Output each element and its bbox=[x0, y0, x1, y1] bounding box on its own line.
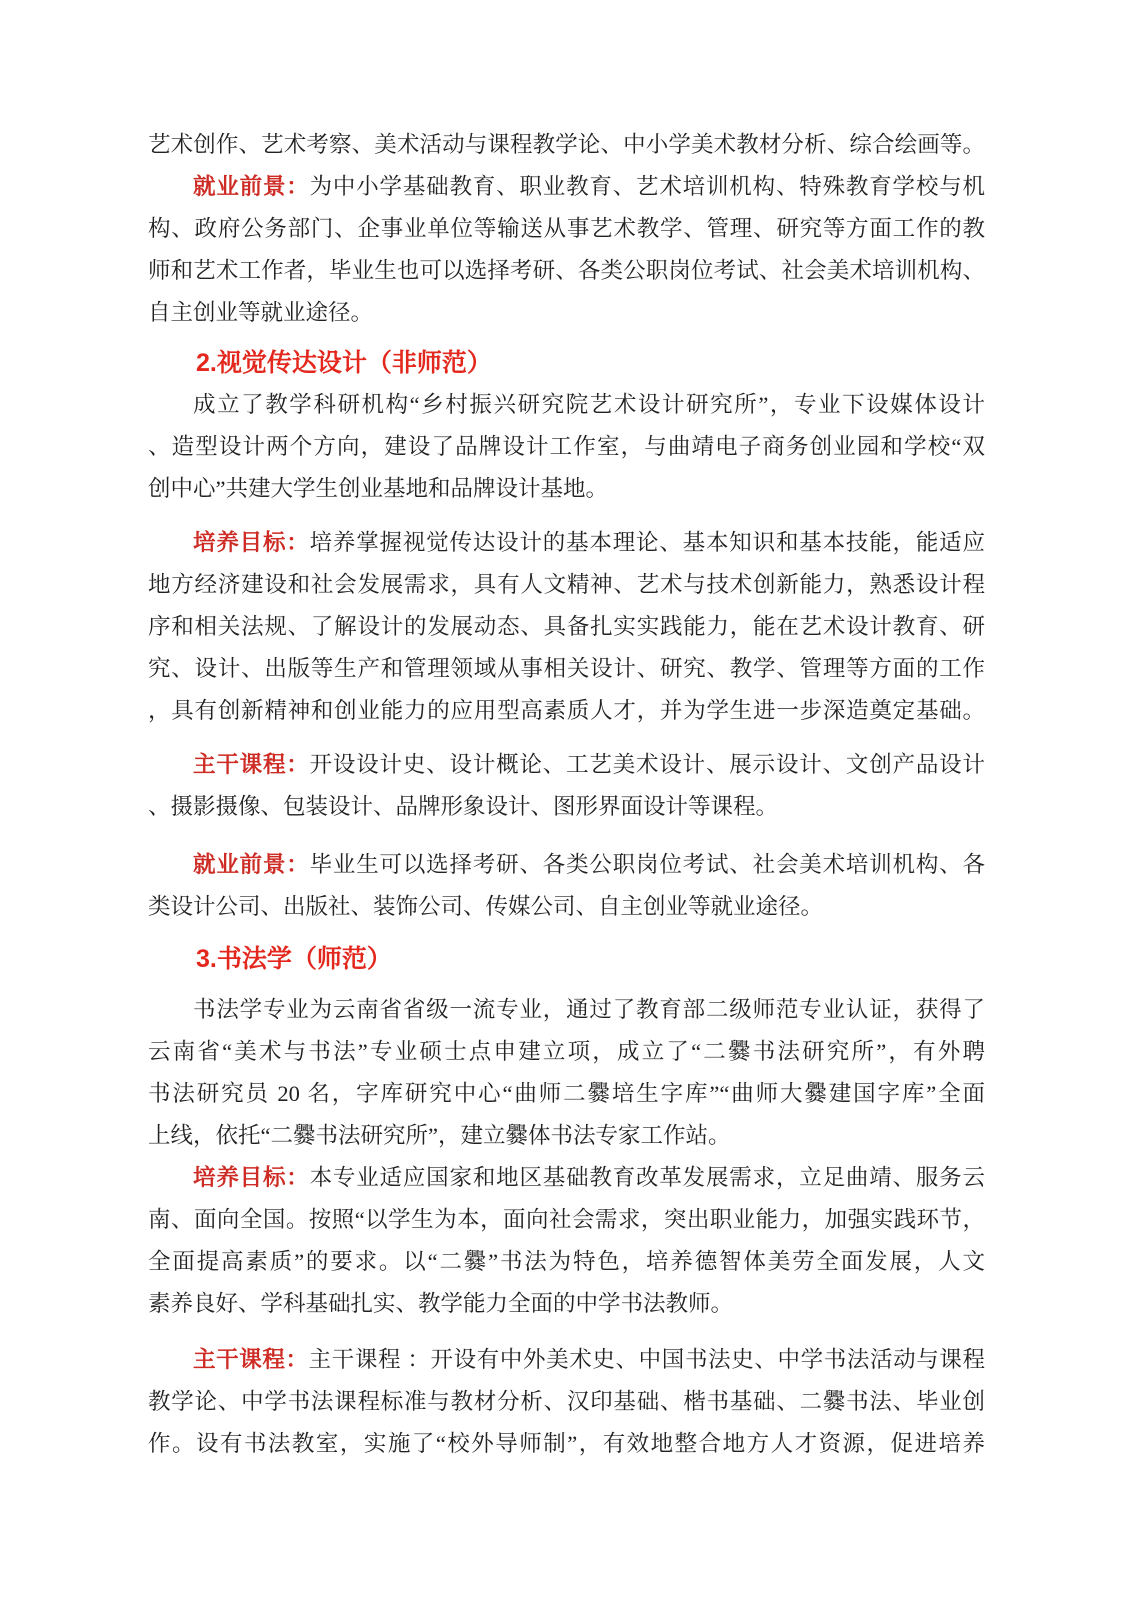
section-heading-visual-design: 2.视觉传达设计（非师范） bbox=[196, 349, 492, 377]
body-line bbox=[148, 1339, 985, 1381]
art-education-employment-paragraph bbox=[148, 166, 985, 334]
body-line: 艺术创作、艺术考察、美术活动与课程教学论、中小学美术教材分析、综合绘画等。 bbox=[148, 132, 985, 157]
visual-design-objectives-paragraph bbox=[148, 522, 985, 732]
body-text: 本专业适应国家和地区基础教育改革发展需求，立足曲靖、服务云 bbox=[309, 1165, 985, 1190]
objectives-label: 培养目标： bbox=[193, 530, 310, 555]
employment-label: 就业前景： bbox=[193, 852, 310, 877]
calligraphy-intro-paragraph bbox=[148, 989, 985, 1157]
objectives-label: 培养目标： bbox=[193, 1165, 310, 1190]
body-line: 创中心”共建大学生创业基地和品牌设计基地。 bbox=[148, 476, 608, 501]
body-line: 书法学专业为云南省省级一流专业，通过了教育部二级师范专业认证，获得了 bbox=[193, 997, 985, 1022]
body-line bbox=[148, 744, 985, 786]
body-line: 、造型设计两个方向，建设了品牌设计工作室，与曲靖电子商务创业园和学校“双 bbox=[148, 434, 985, 459]
body-text: 为中小学基础教育、职业教育、艺术培训机构、特殊教育学校与机 bbox=[309, 174, 985, 199]
body-line: ，具有创新精神和创业能力的应用型高素质人才，并为学生进一步深造奠定基础。 bbox=[148, 698, 985, 723]
body-line bbox=[148, 522, 985, 564]
body-line bbox=[148, 1157, 985, 1199]
body-text: 培养掌握视觉传达设计的基本理论、基本知识和基本技能，能适应 bbox=[309, 530, 985, 555]
body-text: 开设设计史、设计概论、工艺美术设计、展示设计、文创产品设计 bbox=[309, 752, 985, 777]
body-line bbox=[148, 844, 985, 886]
body-line: 、摄影摄像、包装设计、品牌形象设计、图形界面设计等课程。 bbox=[148, 794, 779, 819]
body-line: 究、设计、出版等生产和管理领域从事相关设计、研究、教学、管理等方面的工作 bbox=[148, 656, 985, 681]
art-education-courses-paragraph bbox=[148, 124, 985, 166]
body-line: 成立了教学科研机构“乡村振兴研究院艺术设计研究所”，专业下设媒体设计 bbox=[193, 392, 985, 417]
courses-label: 主干课程： bbox=[193, 752, 310, 777]
visual-design-courses-paragraph bbox=[148, 744, 985, 828]
employment-label: 就业前景： bbox=[193, 174, 310, 199]
calligraphy-objectives-paragraph bbox=[148, 1157, 985, 1325]
body-line: 构、政府公务部门、企事业单位等输送从事艺术教学、管理、研究等方面工作的教 bbox=[148, 216, 985, 241]
body-line: 全面提高素质”的要求。以“二爨”书法为特色，培养德智体美劳全面发展，人文 bbox=[148, 1249, 985, 1274]
body-line: 书法研究员 20 名，字库研究中心“曲师二爨培生字库”“曲师大爨建国字库”全面 bbox=[148, 1081, 985, 1106]
body-line bbox=[148, 166, 985, 208]
body-line: 上线，依托“二爨书法研究所”，建立爨体书法专家工作站。 bbox=[148, 1123, 731, 1148]
visual-design-intro-paragraph bbox=[148, 384, 985, 510]
courses-label: 主干课程： bbox=[193, 1347, 309, 1372]
visual-design-employment-paragraph bbox=[148, 844, 985, 928]
body-line: 师和艺术工作者，毕业生也可以选择考研、各类公职岗位考试、社会美术培训机构、 bbox=[148, 258, 985, 283]
body-line: 类设计公司、出版社、装饰公司、传媒公司、自主创业等就业途径。 bbox=[148, 894, 824, 919]
body-text: 毕业生可以选择考研、各类公职岗位考试、社会美术培训机构、各 bbox=[309, 852, 985, 877]
body-line: 南、面向全国。按照“以学生为本，面向社会需求，突出职业能力，加强实践环节， bbox=[148, 1207, 985, 1232]
body-line: 教学论、中学书法课程标准与教材分析、汉印基础、楷书基础、二爨书法、毕业创 bbox=[148, 1389, 985, 1414]
body-line: 作。设有书法教室，实施了“校外导师制”，有效地整合地方人才资源，促进培养 bbox=[148, 1431, 985, 1456]
body-line: 自主创业等就业途径。 bbox=[148, 300, 374, 325]
body-line: 素养良好、学科基础扎实、教学能力全面的中学书法教师。 bbox=[148, 1291, 734, 1316]
body-line: 序和相关法规、了解设计的发展动态、具备扎实实践能力，能在艺术设计教育、研 bbox=[148, 614, 985, 639]
body-text: 主干课程 ：开设有中外美术史、中国书法史、中学书法活动与课程 bbox=[308, 1347, 985, 1372]
calligraphy-courses-paragraph bbox=[148, 1339, 985, 1465]
section-heading-calligraphy: 3.书法学（师范） bbox=[196, 945, 392, 973]
body-line: 地方经济建设和社会发展需求，具有人文精神、艺术与技术创新能力，熟悉设计程 bbox=[148, 572, 985, 597]
body-line: 云南省“美术与书法”专业硕士点申建立项，成立了“二爨书法研究所”，有外聘 bbox=[148, 1039, 985, 1064]
